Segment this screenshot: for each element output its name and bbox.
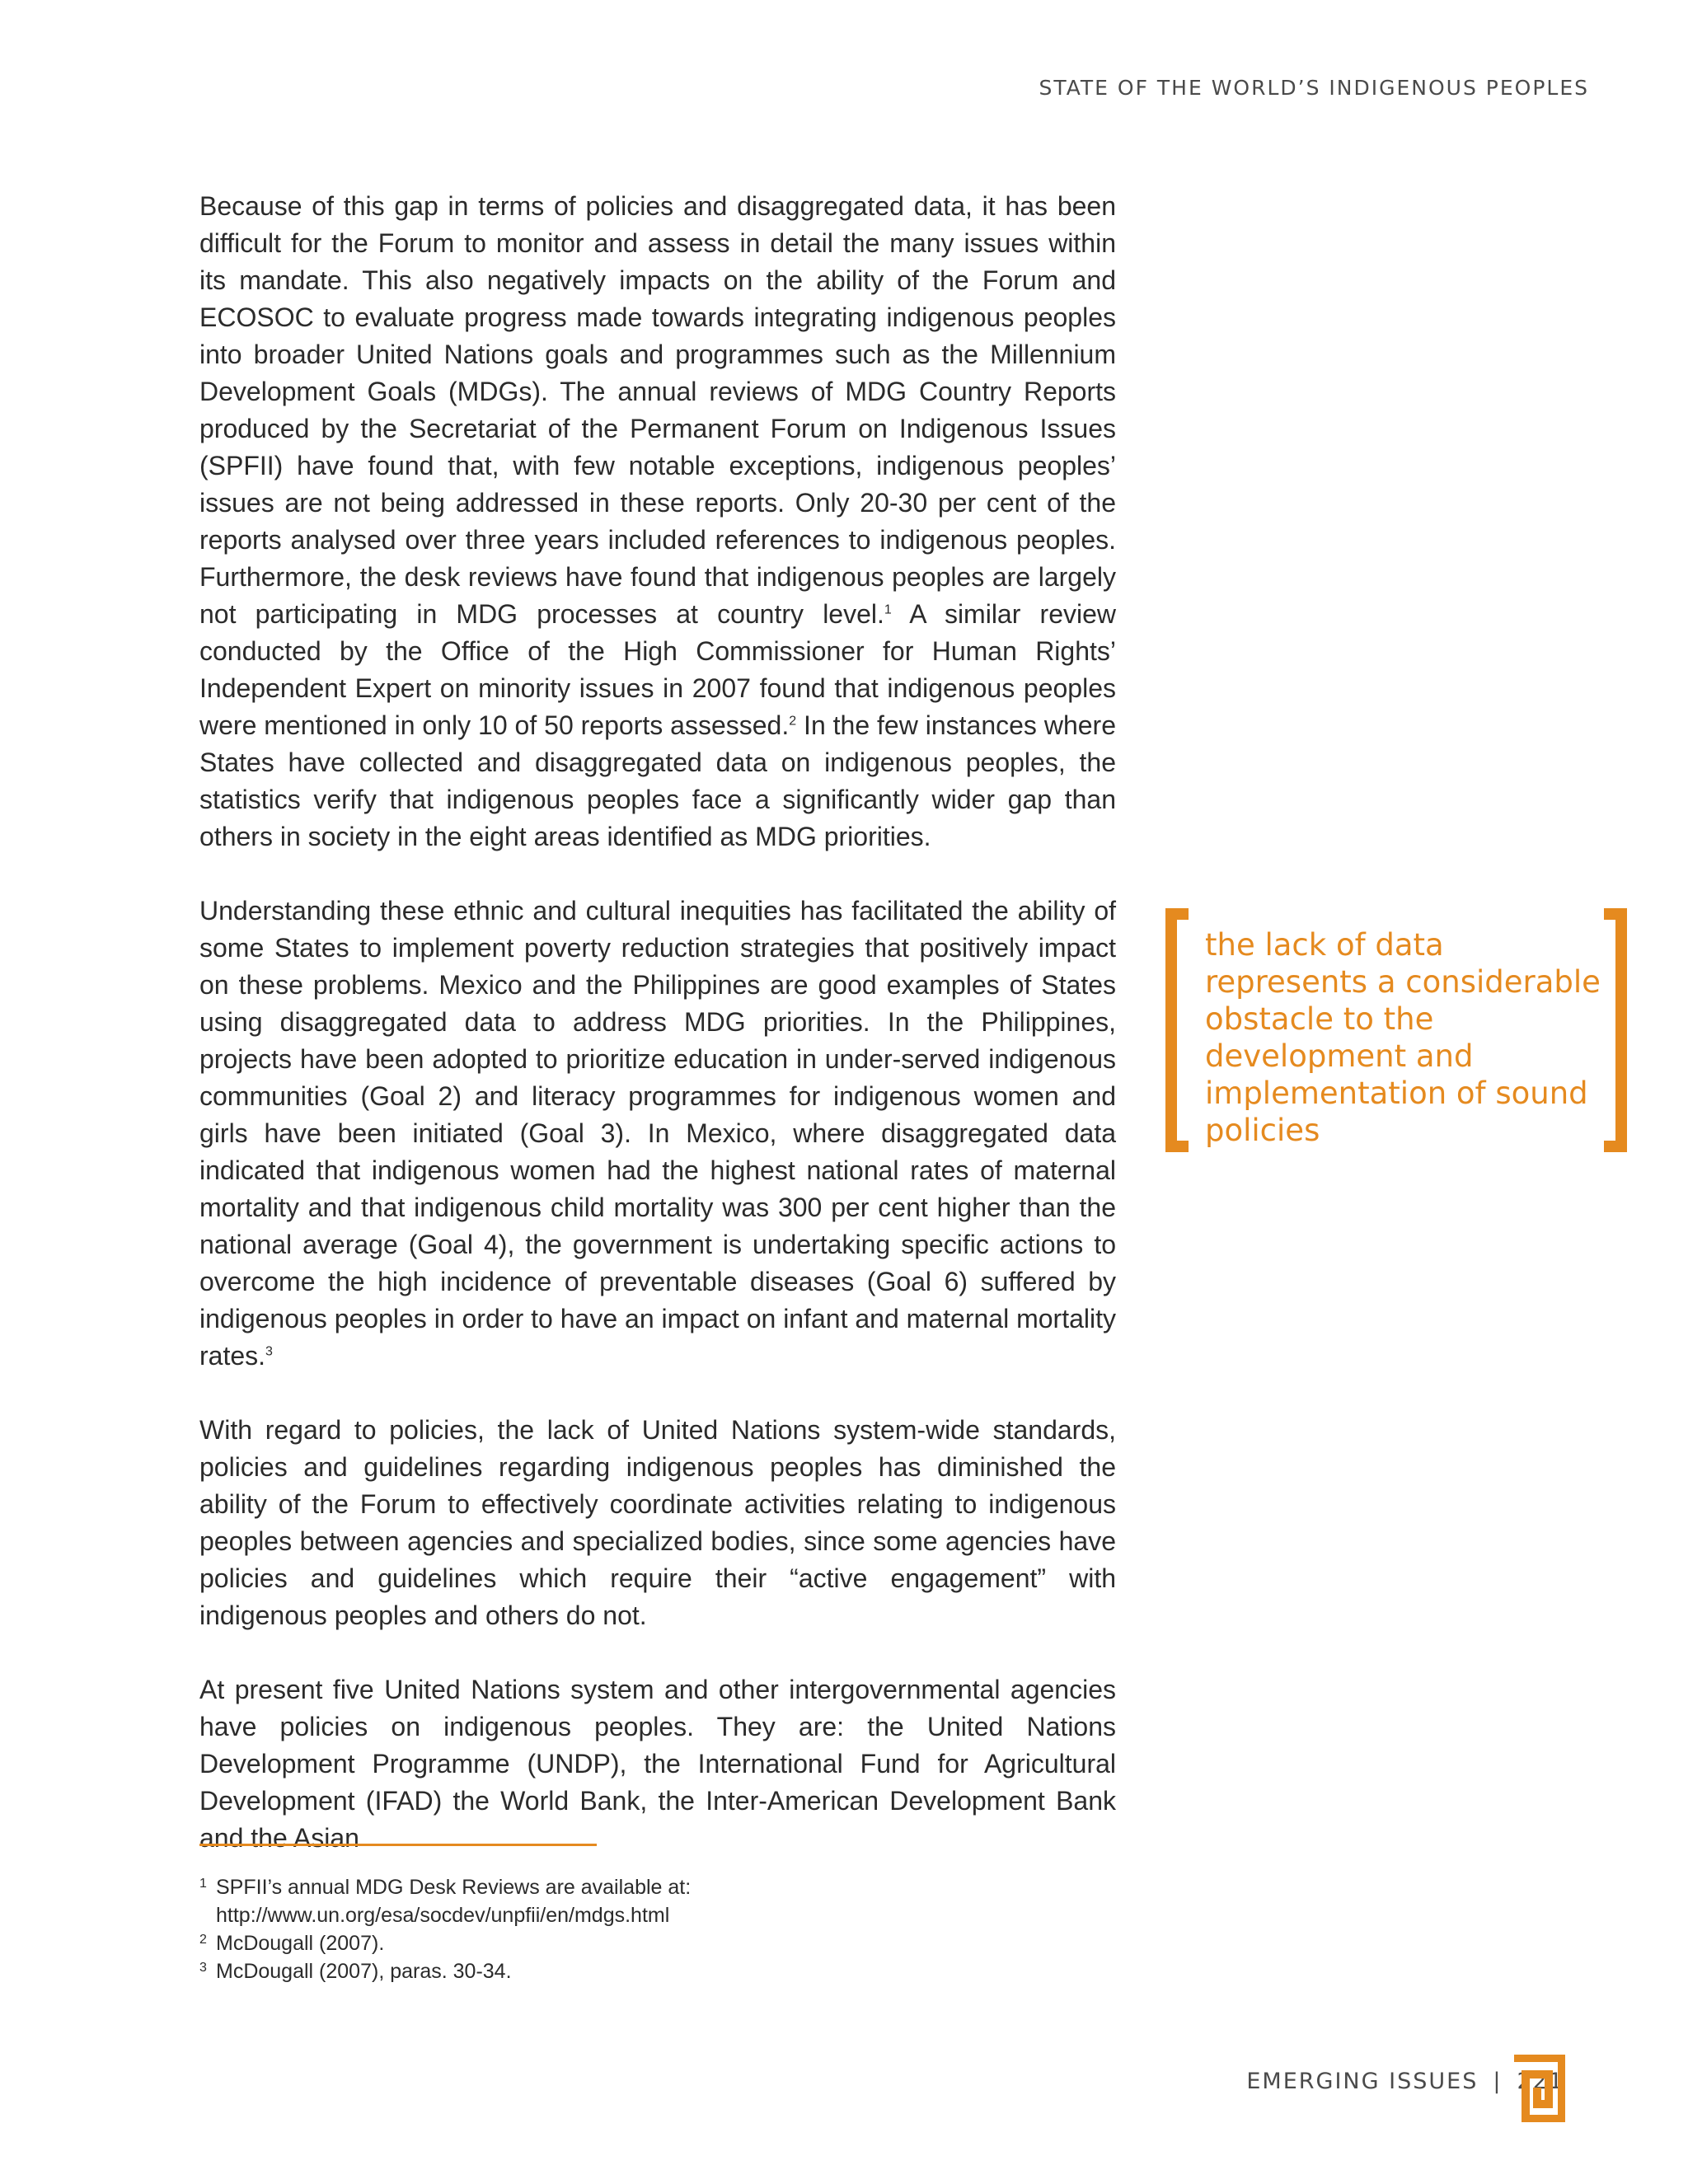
- left-bracket-icon: [1165, 908, 1189, 1152]
- footnotes: [199, 1873, 1116, 1985]
- footnote-ref-1[interactable]: 1: [884, 602, 892, 617]
- paragraph-1: Because of this gap in terms of policies and disaggregated data, it has been difficult for the Forum to monitor and assess in detail the many issues within its mandate. This also negatively impacts on the ability of the Forum and ECOSOC to evaluate progress made towards integrating indigenous peoples into broader United Nations goals and programmes such as the Millennium Development Goals (MDGs). The annual reviews of MDG Country Reports produced by the Secretariat of the Permanent Forum on Indigenous Issues (SPFII) have found that, with few notable exceptions, indigenous peoples’ issues are not being addressed in these reports. Only 20-30 per cent of the reports analysed over three years included references to indigenous peoples. Furthermore, the desk reviews have found that indigenous peoples are largely not participating in MDG processes at country level.$^1$ A similar review conducted by the Office of the High Commissioner for Human Rights’ Independent Expert on minority issues in 2007 found that indigenous peoples were mentioned in only 10 of 50 reports assessed.$^2$ In the few instances where States have collected and disaggregated data on indigenous peoples, the statistics verify that indigenous peoples face a significantly wider gap than others in society in the eight areas identified as MDG priorities.: [199, 191, 1117, 851]
- footnote-1: [199, 1873, 1116, 1929]
- footnote-text: McDougall (2007), paras. 30-34.: [216, 1960, 512, 1983]
- footnote-2: [199, 1929, 1116, 1957]
- paragraph-2: Understanding these ethnic and cultural inequities has facilitated the ability of some States to implement poverty reduction strategies that positively impact on these problems. Mexico and the Philippines are good examples of States using disaggregated data to address MDG priorities. In the Philippines, projects have been adopted to prioritize education in under-served indigenous communities (Goal 2) and literacy programmes for indigenous women and girls have been initiated (Goal 3). In Mexico, where disaggregated data indicated that indigenous women had the highest national rates of maternal mortality and that indigenous child mortality was 300 per cent higher than the national average (Goal 4), the government is undertaking specific actions to overcome the high incidence of preventable diseases (Goal 6) suffered by indigenous peoples in order to have an impact on infant and maternal mortality rates.$^3$: [199, 896, 1116, 1371]
- footnote-text: McDougall (2007).: [216, 1932, 385, 1955]
- section-title: EMERGING ISSUES: [1246, 2069, 1479, 2094]
- body-text: [199, 188, 1116, 1894]
- footnote-ref-3[interactable]: 3: [265, 1344, 273, 1359]
- footer-separator: |: [1493, 2069, 1503, 2094]
- footnote-text: SPFII’s annual MDG Desk Reviews are available at: http://www.un.org/esa/socdev/unpfii/en/mdgs.html: [216, 1876, 692, 1927]
- footnote-number: 3: [199, 1961, 207, 1975]
- page-number: 221: [1517, 2069, 1564, 2094]
- footnote-divider: [199, 1844, 597, 1846]
- footnote-3: [199, 1957, 1116, 1985]
- footnote-number: 2: [199, 1933, 207, 1947]
- paragraph-4: At present five United Nations system and other intergovernmental agencies have policies on indigenous peoples. They are: the United Nations Development Programme (UNDP), the International Fund for Agricultural Development (IFAD) the World Bank, the Inter-American Development Bank and the Asian: [199, 1675, 1116, 1853]
- footnote-ref-2[interactable]: 2: [789, 714, 797, 729]
- right-bracket-icon: [1604, 908, 1627, 1152]
- pullquote: [1165, 908, 1627, 1155]
- footnote-number: 1: [199, 1877, 207, 1891]
- running-head: STATE OF THE WORLD’S INDIGENOUS PEOPLES: [1039, 76, 1589, 100]
- paragraph-3: With regard to policies, the lack of United Nations system-wide standards, policies and guidelines regarding indigenous peoples has diminished the ability of the Forum to effectively coordinate activities relating to indigenous peoples between agencies and specialized bodies, since some agencies have policies and guidelines which require their “active engagement” with indigenous peoples and others do not.: [199, 1415, 1116, 1630]
- greek-key-logo-icon: [1511, 2055, 1565, 2122]
- pullquote-text: the lack of data represents a considerable obstacle to the development and implementation of sound policies: [1205, 927, 1601, 1148]
